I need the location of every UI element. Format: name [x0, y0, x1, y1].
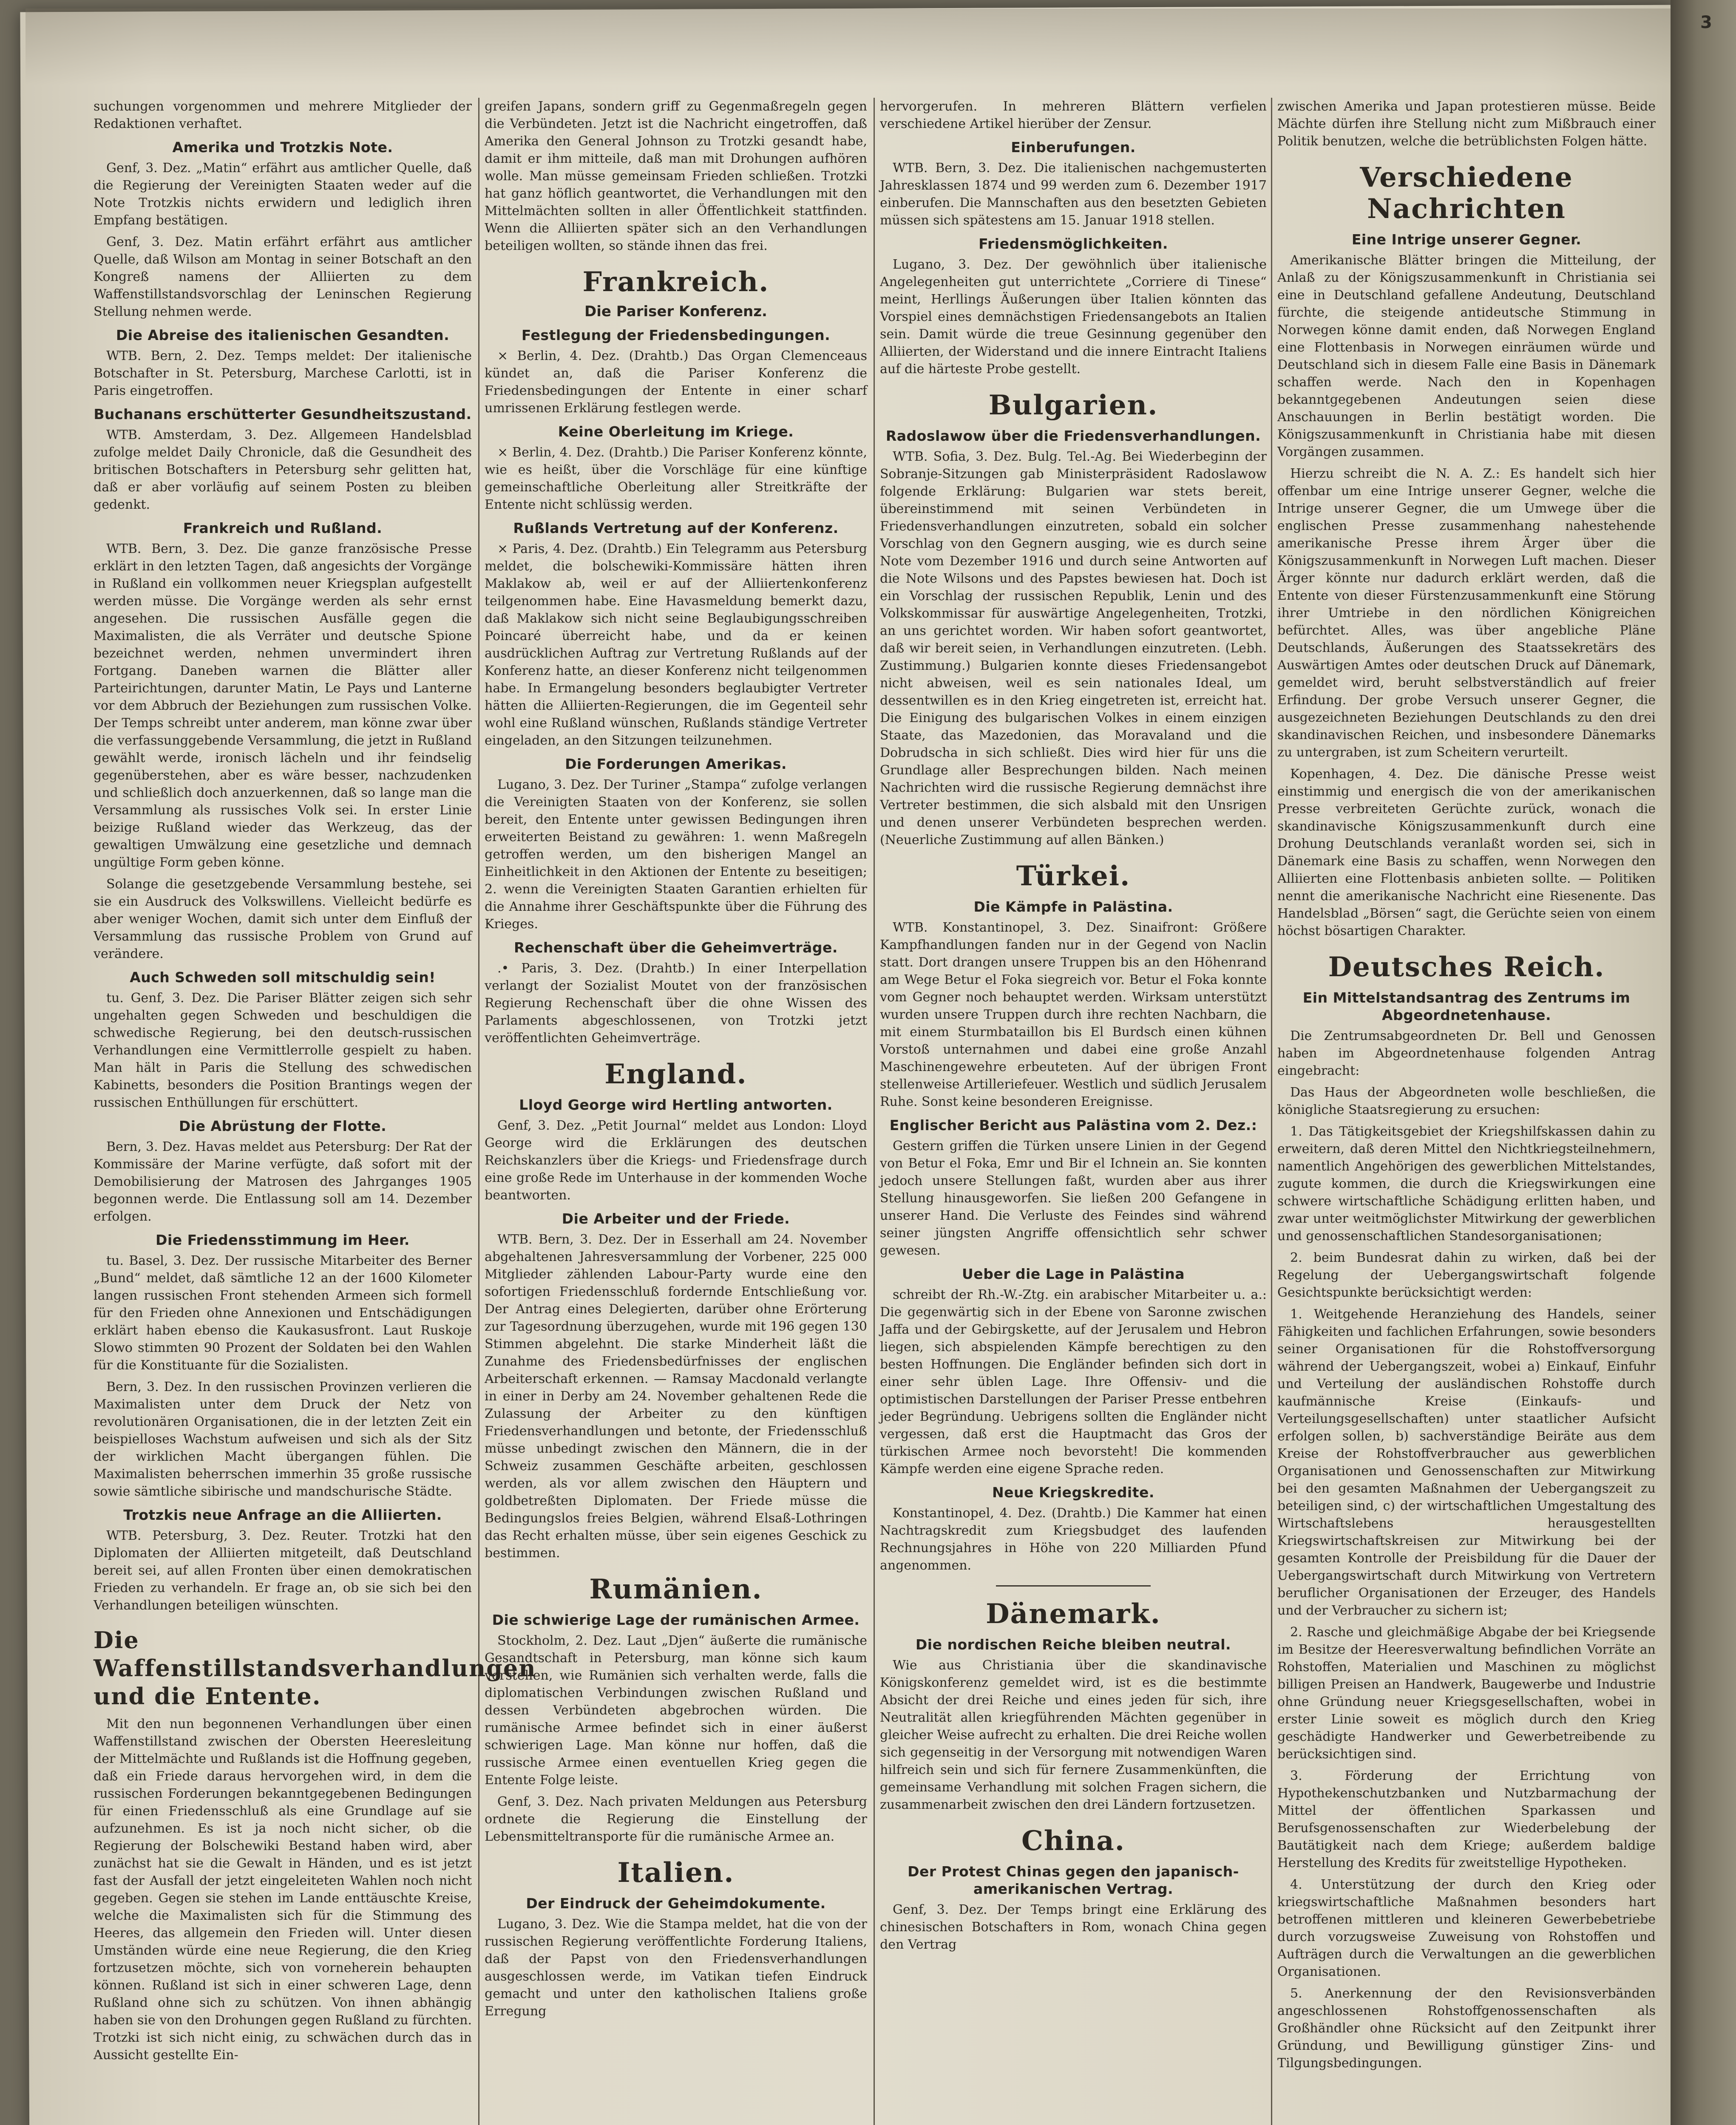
column-1	[94, 98, 536, 2125]
article-text: WTB. Bern, 3. Dez. Die ganze französische Presse erklärt in den letzten Tagen, daß angesichts der Vorgänge in Rußland ein vollkommen neuer Kriegsplan aufgestellt werden müsse. Die Vorgänge werden als sehr ernst angesehen. Die russischen Ausfälle gegen die Maximalisten, die als Verräter und deutsche Spione bezeichnet werden, nehmen unvermindert ihren Fortgang. Daneben warnen die Blätter aller Parteirichtungen, darunter Matin, Le Pays und Lanterne vor dem Abbruch der Beziehungen zum russischen Volke. Der Temps schreibt unter anderem, man könne zwar über die verfassunggebende Versammlung, die jetzt in Rußland gewählt werde, ironisch lächeln und ihr feindselig gegenüberstehen, aber es wäre besser, nachzudenken und schließlich doch anzuerkennen, daß so lange man die Versammlung als russisches Volk sei. In erster Linie beizige Rußland wieder das Werkzeug, das der gewaltigen Umwälzung eine gesetzliche und demnach ungültige Form geben könne.	[94, 541, 472, 870]
article-text: Bern, 3. Dez. In den russischen Provinzen verlieren die Maximalisten unter dem Druck der Netz von revolutionären Organisationen, die in der letzten Zeit ein beispielloses Wachstum aufweisen und sich als der Sitz der wirklichen Macht übergangen fühlen. Die Maximalisten beherrschen immerhin 35 große russische sowie sämtliche sibirische und mandschurische Städte.	[94, 1380, 472, 1499]
article-heading: Eine Intrige unserer Gegner.	[1351, 231, 1582, 248]
article-heading: Ueber die Lage in Palästina	[962, 1266, 1185, 1282]
article-text: .• Paris, 3. Dez. (Drahtb.) In einer Interpellation verlangt der Sozialist Moutet von der französischen Regierung Rechenschaft über die ohne Wissen des Parlaments abgeschlossenen, von Trotzki jetzt veröffentlichten Geheimverträge.	[485, 961, 867, 1046]
article-text: Hierzu schreibt die N. A. Z.: Es handelt sich hier offenbar um eine Intrige unserer Gegner, welche die Intrige unserer Gegner, die um Umwege über die englischen Presse zusammenhang nahestehende amerikanische Presse ihrem Ärger über die Königszusammenkunft in Norwegen Luft machen. Dieser Ärger könnte nur dadurch erklärt werden, daß die Entente von dieser Fürstenzusammenkunft eine Störung ihrer Umtriebe in den nördlichen Königreichen befürchtet. Alles, was über angebliche Pläne Deutschlands, Äußerungen des Staatssekretärs des Auswärtigen Amtes oder deutschen Druck auf Dänemark, gemeldet wird, beruht selbstverständlich auf freier Erfindung. Der grobe Versuch unserer Gegner, die ausgezeichneten Beziehungen Deutschlands zu den drei skandinavischen Reichen, und insbesondere Dänemarks zu untergraben, ist zum Scheitern verurteilt.	[1277, 466, 1656, 760]
column-4	[1277, 98, 1656, 2125]
article-heading: Frankreich und Rußland.	[183, 520, 383, 536]
article-heading: Ein Mittelstandsantrag des Zentrums im Abgeordnetenhause.	[1302, 989, 1631, 1023]
article-text: Genf, 3. Dez. „Matin“ erfährt aus amtlicher Quelle, daß die Regierung der Vereinigten Staaten weder auf die Note Trotzkis nichts erwidern und lediglich ihren Empfang bestätigen.	[94, 161, 472, 228]
article-text: 2. Rasche und gleichmäßige Abgabe der bei Kriegsende im Besitze der Heeresverwaltung befindlichen Vorräte an Rohstoffen, Materialien und Maschinen zu möglichst billigen Preisen an Handwerk, Baugewerbe und Industrie ohne Gründung neuer Kriegsgesellschaften, wobei in erster Linie soweit es möglich durch den Krieg geschädigte Handwerker und Gewerbetreibende zu berücksichtigen sind.	[1277, 1625, 1656, 1762]
article-heading: Englischer Bericht aus Palästina vom 2. Dez.:	[889, 1117, 1257, 1133]
article-heading: Die Abreise des italienischen Gesandten.	[116, 327, 450, 343]
article-heading: Neue Kriegskredite.	[992, 1484, 1154, 1501]
article-text: WTB. Konstantinopel, 3. Dez. Sinaifront: Größere Kampfhandlungen fanden nur in der Gegend von Naclin statt. Dort drangen unsere Truppen bis an den Höhenrand am Wege Betur el Foka siegreich vor. Betur el Foka konnte vom Gegner noch behauptet werden. Wirksam unterstützt wurden unsere Truppen durch ihre rechten Nachbarn, die mit einem Sturmbataillon bis El Burdsch einen kühnen Vorstoß unternahmen und dabei eine große Anzahl Maschinengewehre erbeuteten. Auf der übrigen Front stellenweise Artilleriefeuer. Westlich und südlich Jerusalem Ruhe. Sonst keine besonderen Ereignisse.	[880, 920, 1267, 1109]
article-text: Amerikanische Blätter bringen die Mitteilung, der Anlaß zu der Königszusammenkunft in Christiania sei eine in Deutschland gefallene Andeutung, Deutschland fürchte, die steigende antideutsche Stimmung in Norwegen könne damit enden, daß Norwegen England eine Flottenbasis in Norwegen einräumen würde und Deutschland sich in diesem Falle eine Basis in Dänemark schaffen werde. Nach den in Kopenhagen bekanntgegebenen Andeutungen seien diese Anschauungen in Berlin bestätigt worden. Die Königszusammenkunft in Christiania habe mit diesen Vorgängen zusammen.	[1277, 253, 1656, 459]
article-text: × Berlin, 4. Dez. (Drahtb.) Die Pariser Konferenz könnte, wie es heißt, über die Vorschläge für eine künftige gemeinschaftliche Oberleitung aller Streitkräfte der Entente nicht schlüssig werden.	[485, 445, 867, 512]
article-heading: Radoslawow über die Friedensverhandlungen.	[885, 428, 1261, 444]
article-text: schreibt der Rh.-W.-Ztg. ein arabischer Mitarbeiter u. a.: Die gegenwärtig sich in der Ebene von Saronne zwischen Jaffa und der Gebirgskette, auf der Jerusalem und Hebron liegen, sich abspielenden Kämpfe berechtigen zu den besten Hoffnungen. Die Engländer befinden sich dort in einer sehr üblen Lage. Ihre Offensiv- und die optimistischen Darstellungen der Pariser Presse entbehren jeder Begründung. Uebrigens sollten die Engländer nicht vergessen, daß erst die Hauptmacht das Gros der türkischen Armee noch bevorsteht! Die kommenden Kämpfe werden eine eigene Sprache reden.	[880, 1287, 1267, 1476]
column-rule	[874, 98, 875, 2125]
article-heading: Die schwierige Lage der rumänischen Armee.	[492, 1612, 860, 1628]
column-rule	[478, 98, 479, 2125]
article-text: WTB. Sofia, 3. Dez. Bulg. Tel.-Ag. Bei Wiederbeginn der Sobranje-Sitzungen gab Ministerpräsident Radoslawow folgende Erklärung: Bulgarien war stets bereit, übereinstimmend mit seinen Verbündeten in Friedensverhandlungen einzutreten, sobald ein solcher Vorschlag von den Gegnern ausging, wie es durch seine Note vom Dezember 1916 und durch seine Antworten auf die Note Wilsons und des Papstes bewiesen hat. Doch ist ein Vorschlag der russischen Republik, Lenin und des Volkskommissar für auswärtige Angelegenheiten, Trotzki, an uns gerichtet worden. Wir haben sofort geantwortet, daß wir bereit seien, in Verhandlungen einzutreten. (Lebh. Zustimmung.) Bulgarien konnte dieses Friedensangebot nicht abweisen, weil es sein nationales Ideal, um dessentwillen es in den Krieg eingetreten ist, erreicht hat. Die Einigung des bulgarischen Volkes in einem einzigen Staate, das Mazedonien, das Moravaland und die Dobrudscha in sich schließt. Dies wird hier für uns die Grundlage aller Besprechungen bilden. Nach meinen Nachrichten wird die russische Regierung demnächst ihre Vertreter bestimmen, die sich alsbald mit den Unsrigen und denen unserer Verbündeten besprechen werden. (Neuerliche Zustimmung auf allen Bänken.)	[880, 449, 1267, 847]
section-heading: Dänemark.	[986, 1598, 1161, 1630]
article-text: suchungen vorgenommen und mehrere Mitglieder der Redaktionen verhaftet.	[94, 99, 472, 131]
section-heading: China.	[1021, 1825, 1126, 1857]
article-text: Bern, 3. Dez. Havas meldet aus Petersburg: Der Rat der Kommissäre der Marine verfügte, daß sofort mit der Demobilisierung der Matrosen des Jahrganges 1905 begonnen werde. Die Entlassung soll am 14. Dezember erfolgen.	[94, 1139, 472, 1224]
article-text: Konstantinopel, 4. Dez. (Drahtb.) Die Kammer hat einen Nachtragskredit zum Kriegsbudget des laufenden Rechnungsjahres in Höhe von 220 Milliarden Pfund angenommen.	[880, 1506, 1267, 1573]
article-text: tu. Genf, 3. Dez. Die Pariser Blätter zeigen sich sehr ungehalten gegen Schweden und beschuldigen die schwedische Regierung, bei den deutsch-russischen Verhandlungen eine Vermittlerrolle gespielt zu haben. Man hält in Paris die Stellung des schwedischen Kabinetts, besonders die Position Brantings wegen der russischen Enthüllungen für erschüttert.	[94, 991, 472, 1110]
article-heading: Auch Schweden soll mitschuldig sein!	[130, 969, 436, 986]
article-text: 2. beim Bundesrat dahin zu wirken, daß bei der Regelung der Uebergangswirtschaft folgende Gesichtspunkte berücksichtigt werden:	[1277, 1250, 1656, 1300]
column-3	[880, 98, 1267, 2125]
article-text: Lugano, 3. Dez. Der Turiner „Stampa“ zufolge verlangen die Vereinigten Staaten von der Konferenz, sie sollen bereit, den Entente unter gewissen Bedingungen ihren erweiterten Beistand zu gewähren: 1. wenn Maßregeln getroffen werden, um den bisherigen Mangel an Einheitlichkeit in den Aktionen der Entente zu beseitigen; 2. wenn die Vereinigten Staaten Garantien erhielten für die Annahme ihrer Geschäftspunkte über die Führung des Krieges.	[485, 777, 867, 932]
section-heading: Die Waffenstillstandsverhandlungen und die Entente.	[94, 1626, 536, 1710]
section-heading: Rumänien.	[589, 1573, 763, 1605]
article-text: Das Haus der Abgeordneten wolle beschließen, die königliche Staatsregierung zu ersuchen:	[1277, 1085, 1656, 1117]
article-heading: Der Eindruck der Geheimdokumente.	[526, 1895, 826, 1912]
article-text: Stockholm, 2. Dez. Laut „Djen“ äußerte die rumänische Gesandtschaft in Petersburg, man könne sich kaum vorstellen, wie Rumänien sich verhalten werde, falls die diplomatischen Verbindungen zwischen Rußland und dessen Verbündeten abgebrochen würden. Die rumänische Armee befindet sich in einer äußerst schwierigen Lage. Man könne nur hoffen, daß die russische Armee einen eventuellen Krieg gegen die Entente Folge leiste.	[485, 1633, 867, 1788]
article-heading: Friedensmöglichkeiten.	[979, 235, 1168, 252]
section-heading: Italien.	[617, 1857, 735, 1889]
article-heading: Amerika und Trotzkis Note.	[172, 139, 393, 156]
article-text: Lugano, 3. Dez. Der gewöhnlich über italienische Angelegenheiten gut unterrichtete „Corriere di Tinese“ meint, Herllings Äußerungen über Italien könnten das Vorspiel eines demnächstigen Friedensangebots an Italien sein. Damit würde die treue Gesinnung gegenüber den Alliierten, der Widerstand und die innere Eintracht Italiens auf die härteste Probe gestellt.	[880, 257, 1267, 377]
article-text: Mit den nun begonnenen Verhandlungen über einen Waffenstillstand zwischen der Obersten Heeresleitung der Mittelmächte und Rußlands ist die Hoffnung gegeben, daß ein Friede daraus hervorgehen wird, in dem die russischen Forderungen bekanntgegebenen Bedingungen für einen Friedensschluß als eine Grundlage auf sie aufzunehmen. Es ist ja noch nicht sicher, ob die Regierung der Bolschewiki Bestand haben wird, aber zunächst hat sie die Gewalt in Händen, und es ist jetzt fast der Ausfall der jetzt eingeleiteten Wahlen noch nicht gegeben. Gegen sie stehen im Lande enttäuschte Kreise, welche die Maximalisten sich für die Stimmung des Heeres, das allgemein den Frieden will. Unter diesen Umständen würde eine neue Regierung, die den Krieg fortzusetzen möchte, sich von vorneherein behaupten können. Rußland ist sich in einer schweren Lage, denn Rußland ohne sich zu schützen. Von ihnen abhängig haben sie von den Drohungen gegen Rußland zu fürchten. Trotzki ist sich nicht einig, zu schwächen durch das in Aussicht gestellte Ein-	[94, 1717, 472, 2063]
article-text: WTB. Bern, 3. Dez. Der in Esserhall am 24. November abgehaltenen Jahresversammlung der Vorbener, 225 000 Mitglieder zählenden Labour-Party wurde eine den sofortigen Friedensschluß fordernde Entschließung vor. Der Antrag eines Delegierten, darüber ohne Erörterung zur Tagesordnung überzugehen, wurde mit 196 gegen 130 Stimmen abgelehnt. Die starke Minderheit läßt die Zunahme des Friedensbedürfnisses der englischen Arbeiterschaft erkennen. — Ramsay Macdonald verlangte in einer in Derby am 24. November gehaltenen Rede die Zulassung der Arbeiter zu den künftigen Friedensverhandlungen und betonte, der Friedensschluß müsse unbedingt zwischen den Männern, die in der Schweiz zusammen Geschäfte arbeiten, geschlossen werden, als vor allem zwischen den Häuptern und goldbetreßten Diplomaten. Der Friede müsse die Bedingungslos freies Belgien, während Elsaß-Lothringen das Recht erhalten müsse, über sein eigenes Geschick zu bestimmen.	[485, 1232, 867, 1561]
article-heading: Der Protest Chinas gegen den japanisch-amerikanischen Vertrag.	[908, 1863, 1239, 1897]
article-text: 1. Das Tätigkeitsgebiet der Kriegshilfskassen dahin zu erweitern, daß deren Mittel den Nichtkriegsteilnehmern, namentlich Angehörigen des gewerblichen Mittelstandes, zugute kommen, die durch die Kriegswirkungen eine schwere wirtschaftliche Schädigung erlitten haben, und zwar unter weitmöglichster Mitwirkung der gewerblichen und genossenschaftlichen Standesorganisationen;	[1277, 1124, 1656, 1244]
section-heading: Bulgarien.	[988, 389, 1158, 421]
article-text: Kopenhagen, 4. Dez. Die dänische Presse weist einstimmig und energisch die von der amerikanischen Presse verbreiteten Gerüchte zurück, wonach die skandinavische Königszusammenkunft durch eine Drohung Deutschlands veranlaßt worden sei, sich in Dänemark eine Basis zu schaffen, wenn Norwegen den Alliierten eine Flottenbasis anbieten sollte. — Politiken nennt die amerikanische Nachricht eine Riesenente. Das Handelsblad „Börsen“ sagt, die Gerüchte seien von einem höchst bösartigen Charakter.	[1277, 767, 1656, 938]
subsection-heading: Die Pariser Konferenz.	[584, 303, 767, 320]
article-heading: Festlegung der Friedensbedingungen.	[521, 327, 831, 343]
article-heading: Trotzkis neue Anfrage an die Alliierten.	[123, 1507, 442, 1523]
article-text: × Berlin, 4. Dez. (Drahtb.) Das Organ Clemenceaus kündet an, daß die Pariser Konferenz die Friedensbedingungen der Entente in einer scharf umrissenen Erklärung festlegen werde.	[485, 348, 867, 416]
section-heading: Frankreich.	[582, 266, 769, 298]
article-text: Genf, 3. Dez. „Petit Journal“ meldet aus London: Lloyd George wird die Erklärungen des deutschen Reichskanzlers über die Kriegs- und Friedensfrage durch eine große Rede im Unterhause in der kommenden Woche beantworten.	[485, 1118, 867, 1203]
article-text: Genf, 3. Dez. Nach privaten Meldungen aus Petersburg ordnete die Regierung die Einstellung der Lebensmitteltransporte für die rumänische Armee an.	[485, 1794, 867, 1844]
article-text: 4. Unterstützung der durch den Krieg oder kriegswirtschaftliche Maßnahmen besonders hart betroffenen mittleren und kleineren Gewerbebetriebe durch vorzugsweise Zuweisung von Rohstoffen und Aufträgen durch die Verwaltungen an die gewerblichen Organisationen.	[1277, 1877, 1656, 1979]
article-heading: Die Forderungen Amerikas.	[565, 756, 787, 772]
article-text: Genf, 3. Dez. Der Temps bringt eine Erklärung des chinesischen Botschafters in Rom, wonach China gegen den Vertrag	[880, 1902, 1267, 1952]
section-heading: Verschiedene Nachrichten	[1360, 162, 1573, 225]
page-top-shadow	[26, 8, 1679, 85]
article-heading: Die Kämpfe in Palästina.	[973, 898, 1173, 915]
article-heading: Keine Oberleitung im Kriege.	[558, 423, 794, 440]
article-text: 5. Anerkennung der den Revisionsverbänden angeschlossenen Rohstoffgenossenschaften als Großhändler ohne Rücksicht auf den Zeitpunkt ihrer Gründung, und Bewilligung günstiger Zins- und Tilgungsbedingungen.	[1277, 1986, 1656, 2071]
article-heading: Rechenschaft über die Geheimverträge.	[514, 939, 838, 956]
article-heading: Die nordischen Reiche bleiben neutral.	[915, 1636, 1231, 1653]
article-text: × Paris, 4. Dez. (Drahtb.) Ein Telegramm aus Petersburg meldet, die bolschewiki-Kommissäre hätten ihren Maklakow ab, weil er auf der Alliiertenkonferenz teilgenommen habe. Eine Havasmeldung bemerkt dazu, daß Maklakow sich nicht seine Beglaubigungsschreiben Poincaré überreicht habe, und da er keinen ausdrücklichen Auftrag zur Vertretung Rußlands auf der Konferenz hatte, an dieser Konferenz nicht teilgenommen habe. In Ermangelung besonders beglaubigter Vertreter hätten die Alliierten-Regierungen, die im Gegenteil sehr wohl eine Rußland wünschen, Rußlands ständige Vertreter eingeladen, an den Sitzungen teilzunehmen.	[485, 541, 867, 748]
section-heading: England.	[604, 1058, 747, 1090]
article-text: greifen Japans, sondern griff zu Gegenmaßregeln gegen die Verbündeten. Jetzt ist die Nachricht eingetroffen, daß Amerika den General Johnson zu Trotzki gesandt habe, damit er ihm mitteile, daß man mit Drohungen aufhören wolle. Man müsse gemeinsam Frieden schließen. Trotzki hat ganz höflich geantwortet, die Verhandlungen mit den Mittelmächten sollten in aller Öffentlichkeit stattfinden. Wenn die Alliierten später sich an den Verhandlungen beteiligen wollten, so stände ihnen das frei.	[485, 99, 867, 253]
article-heading: Die Abrüstung der Flotte.	[179, 1118, 387, 1134]
section-heading: Deutsches Reich.	[1328, 951, 1605, 983]
article-text: 3. Förderung der Errichtung von Hypothekenschutzbanken und Nutzbarmachung der Mittel der öffentlichen Sparkassen und Berufsgenossenschaften zur Wiederbelebung der Bautätigkeit nach dem Kriege; außerdem baldige Herstellung des Kredits für zweitstellige Hypotheken.	[1277, 1768, 1656, 1870]
column-2	[485, 98, 867, 2125]
article-text: WTB. Bern, 2. Dez. Temps meldet: Der italienische Botschafter in St. Petersburg, Marchese Carlotti, ist in Paris eingetroffen.	[94, 348, 472, 398]
section-divider	[996, 1585, 1151, 1587]
article-heading: Die Friedensstimmung im Heer.	[156, 1232, 410, 1248]
section-heading: Türkei.	[1016, 860, 1131, 892]
article-text: Lugano, 3. Dez. Wie die Stampa meldet, hat die von der russischen Regierung veröffentlichte Forderung Italiens, daß der Papst von den Friedensverhandlungen ausgeschlossen werde, im Vatikan tiefen Eindruck gemacht und unter den katholischen Italiens große Erregung	[485, 1917, 867, 2019]
article-heading: Die Arbeiter und der Friede.	[562, 1210, 790, 1227]
article-text: WTB. Amsterdam, 3. Dez. Allgemeen Handelsblad zufolge meldet Daily Chronicle, daß die Gesundheit des britischen Botschafters in Petersburg sehr gelitten hat, daß er aber vorläufig auf seinem Posten zu bleiben gedenkt.	[94, 428, 472, 512]
article-text: hervorgerufen. In mehreren Blättern verfielen verschiedene Artikel hierüber der Zensur.	[880, 99, 1267, 131]
article-heading: Lloyd George wird Hertling antworten.	[519, 1096, 833, 1113]
article-text: Wie aus Christiania über die skandinavische Königskonferenz gemeldet wird, ist es die bestimmte Absicht der drei Reiche und eines jeden für sich, ihre Neutralität allen kriegführenden Mächten gegenüber in gleicher Weise aufrecht zu erhalten. Die drei Reiche wollen sich gegenseitig in der Versorgung mit notwendigen Waren hilfreich sein und sich für fernere Zusammenkünften, die gemeinsame Verhandlung mit solchen Fragen sichern, die zusammenarbeit zwischen den drei Ländern fortzusetzen.	[880, 1658, 1267, 1812]
article-text: Genf, 3. Dez. Matin erfährt erfährt aus amtlicher Quelle, daß Wilson am Montag in seiner Botschaft an den Kongreß namens der Alliierten zu dem Waffenstillstandsvorschlag der Leninschen Regierung Stellung nehmen werde.	[94, 235, 472, 319]
page-fold-edge	[1671, 0, 1736, 2125]
article-text: tu. Basel, 3. Dez. Der russische Mitarbeiter des Berner „Bund“ meldet, daß sämtliche 12 an der 1600 Kilometer langen russischen Front stehenden Armeen sich formell für den Frieden ohne Annexionen und Entschädigungen erklärt haben ebenso die Kaukasusfront. Laut Ruskoje Slowo stimmten 90 Prozent der Soldaten bei den Wahlen für die Konstituante für die Sozialisten.	[94, 1253, 472, 1373]
article-text: 1. Weitgehende Heranziehung des Handels, seiner Fähigkeiten und fachlichen Erfahrungen, sowie besonders seiner Organisationen für die Rohstoffversorgung während der Uebergangszeit, wobei a) Einkauf, Einfuhr und Verteilung der ausländischen Rohstoffe durch kaufmännische Kreise (Einkaufs- und Verteilungsgesellschaften) unter staatlicher Aufsicht erfolgen sollen, b) sachverständige Beiräte aus dem Kreise der Rohstoffverbraucher aus gewerblichen Organisationen und Genossenschaften zur Mitwirkung bei den gesamten Maßnahmen der Uebergangszeit zu beteiligen sind, c) der wirtschaftlichen Umgestaltung des Wirtschaftslebens herausgestellten Kriegswirtschaftskreisen zur Mitwirkung bei der gesamten Kontrolle der Preisbildung für die Dauer der Uebergangswirtschaft durch Mitwirkung von Vertretern beruflicher Organisationen der Erzeuger, des Handels und der Verbraucher zu sichern ist;	[1277, 1307, 1656, 1618]
article-text: WTB. Bern, 3. Dez. Die italienischen nachgemusterten Jahresklassen 1874 und 99 werden zum 6. Dezember 1917 einberufen. Die Mannschaften aus den besetzten Gebieten müssen sich spätestens am 15. Januar 1918 stellen.	[880, 161, 1267, 228]
column-rule	[1271, 98, 1272, 2125]
page-corner-number: 3	[1700, 13, 1712, 32]
article-text: Solange die gesetzgebende Versammlung bestehe, sei sie ein Ausdruck des Volkswillens. Vielleicht bedürfe es aber weniger Wochen, damit sich unter dem Einfluß der Versammlung das russische Problem von Grund auf verändere.	[94, 877, 472, 961]
article-text: WTB. Petersburg, 3. Dez. Reuter. Trotzki hat den Diplomaten der Alliierten mitgeteilt, daß Deutschland bereit sei, auf allen Fronten über einen demokratischen Frieden zu verhandeln. Er frage an, ob sie sich bei den Verhandlungen beteiligen wünschten.	[94, 1528, 472, 1613]
article-text: Die Zentrumsabgeordneten Dr. Bell und Genossen haben im Abgeordnetenhause folgenden Antrag eingebracht:	[1277, 1028, 1656, 1078]
article-heading: Buchanans erschütterter Gesundheitszustand.	[94, 406, 472, 422]
article-text: zwischen Amerika und Japan protestieren müsse. Beide Mächte dürfen ihre Stellung nicht zum Mißbrauch einer Politik benutzen, welche die betrüblichsten Folgen hätte.	[1277, 99, 1656, 149]
article-text: Gestern griffen die Türken unsere Linien in der Gegend von Betur el Foka, Emr und Bir el Ichnein an. Sie konnten jedoch unsere Stellungen faßt, wurden aber aus ihrer Stellung hinausgeworfen. Sie ließen 200 Gefangene in unserer Hand. Die Verluste des Feindes sind während seiner jüngsten Angriffe offensichtlich sehr schwer gewesen.	[880, 1139, 1267, 1258]
article-heading: Einberufungen.	[1011, 139, 1136, 156]
article-heading: Rußlands Vertretung auf der Konferenz.	[513, 520, 839, 536]
